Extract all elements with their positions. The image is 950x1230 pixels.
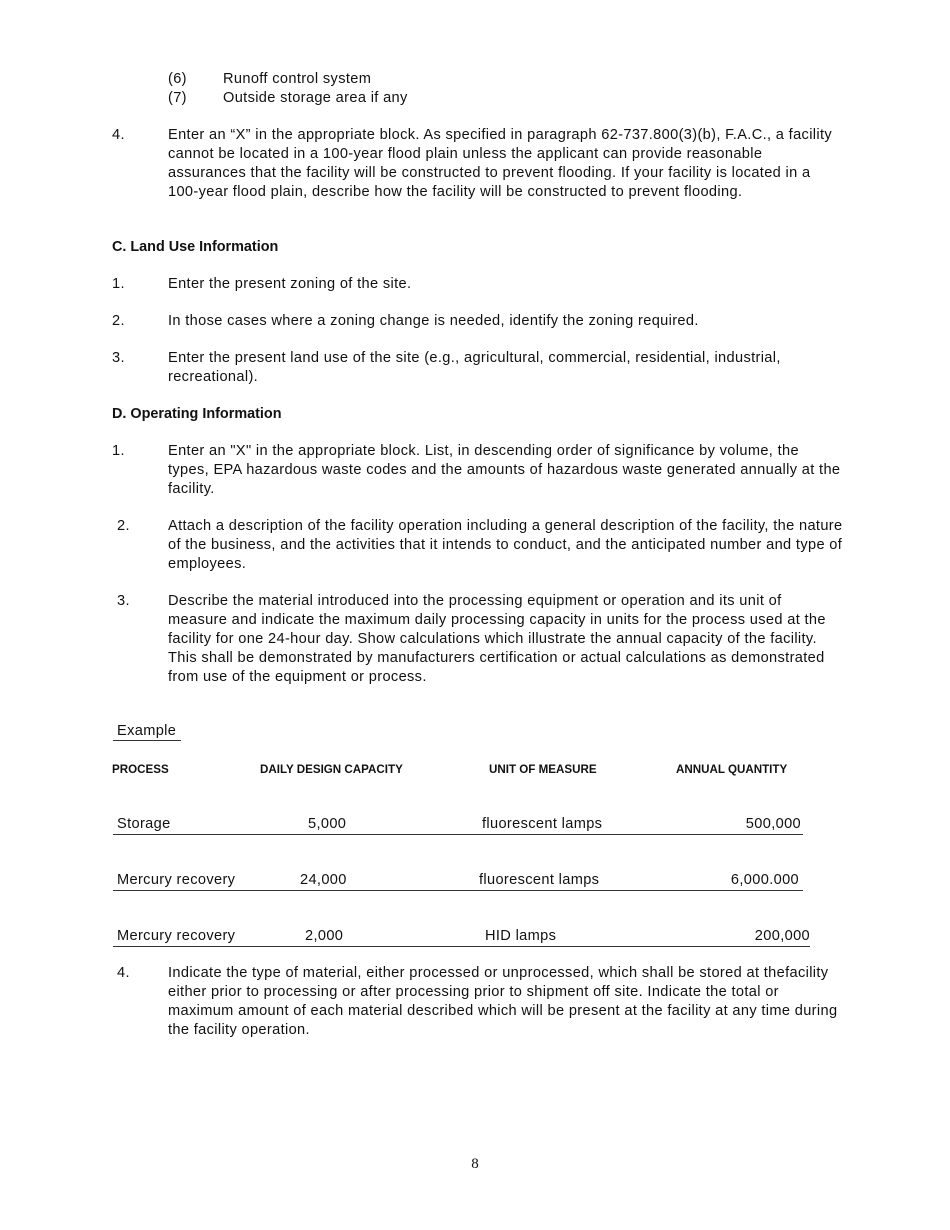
item-number: 3. — [112, 350, 125, 366]
item-number: 2. — [112, 313, 125, 329]
cell-capacity: 24,000 — [300, 872, 347, 888]
table-row — [113, 926, 810, 947]
column-header-process: PROCESS — [112, 763, 169, 776]
cell-process: Mercury recovery — [117, 872, 236, 888]
cell-unit: HID lamps — [485, 928, 557, 944]
item-number: 1. — [112, 443, 125, 459]
cell-unit: fluorescent lamps — [482, 816, 603, 832]
example-label: Example — [113, 722, 181, 741]
item-text: Enter the present zoning of the site. — [168, 276, 412, 292]
cell-process: Storage — [117, 816, 171, 832]
item-number: 3. — [117, 593, 130, 609]
item-text: In those cases where a zoning change is needed, identify the zoning required. — [168, 313, 699, 329]
sub-item-number: (7) — [168, 90, 187, 106]
item-text: Enter an "X" in the appropriate block. List, in descending order of significance by volume, the types, EPA hazardous waste codes and the amounts of hazardous waste generated annually at the facility. — [168, 443, 841, 497]
item-number: 4. — [112, 127, 125, 143]
cell-capacity: 5,000 — [308, 816, 347, 832]
column-header-unit: UNIT OF MEASURE — [489, 763, 597, 776]
section-c-heading: C. Land Use Information — [112, 239, 279, 255]
sub-item-number: (6) — [168, 71, 187, 87]
sub-item-text: Outside storage area if any — [223, 90, 408, 106]
item-number: 2. — [117, 518, 130, 534]
item-text: Enter the present land use of the site (e.g., agricultural, commercial, residential, industrial, recreational). — [168, 350, 781, 385]
item-number: 1. — [112, 276, 125, 292]
section-d-heading: D. Operating Information — [112, 406, 282, 422]
column-header-daily-capacity: DAILY DESIGN CAPACITY — [260, 763, 403, 776]
sub-item-text: Runoff control system — [223, 71, 372, 87]
page-number: 8 — [471, 1156, 479, 1172]
cell-unit: fluorescent lamps — [479, 872, 600, 888]
cell-capacity: 2,000 — [305, 928, 344, 944]
item-text: Indicate the type of material, either processed or unprocessed, which shall be stored at thefacility either prior to processing or after processing prior to shipment off site. Indicate the total or maximum amount of each material described which will be present at the facility at any time during the facility operation. — [168, 965, 838, 1038]
item-text: Describe the material introduced into the processing equipment or operation and its unit of measure and indicate the maximum daily processing capacity in units for the process used at the facility for one 24-hour day. Show calculations which illustrate the annual capacity of the facility. This shall be demonstrated by manufacturers certification or actual calculations as demonstrated from use of the equipment or process. — [168, 593, 826, 685]
item-number: 4. — [117, 965, 130, 981]
cell-process: Mercury recovery — [117, 928, 236, 944]
cell-annual: 500,000 — [745, 816, 801, 832]
column-header-annual: ANNUAL QUANTITY — [676, 763, 788, 776]
table-row — [113, 814, 803, 835]
item-text: Attach a description of the facility operation including a general description of the facility, the nature of the business, and the activities that it intends to conduct, and the anticipated number and type of employees. — [168, 518, 843, 572]
item-text: Enter an “X” in the appropriate block. As specified in paragraph 62-737.800(3)(b), F.A.C., a facility cannot be located in a 100-year flood plain unless the applicant can provide reasonable assurances that the facility will be constructed to prevent flooding. If your facility is located in a 100-year flood plain, describe how the facility will be constructed to prevent flooding. — [168, 127, 833, 200]
cell-annual: 200,000 — [754, 928, 810, 944]
table-row — [113, 870, 803, 891]
cell-annual: 6,000.000 — [730, 872, 799, 888]
